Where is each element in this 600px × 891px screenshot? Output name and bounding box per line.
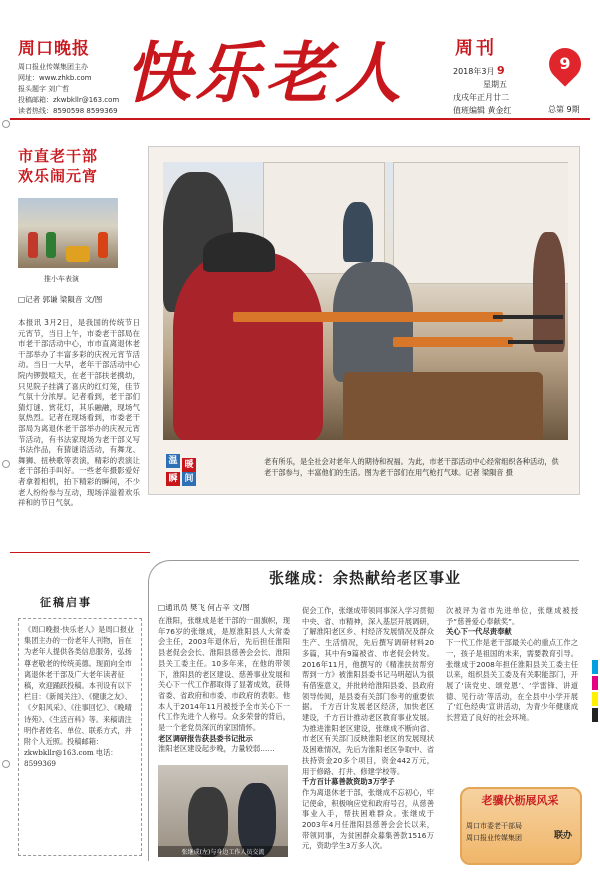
column-text: 下一代工作是老干部最关心的重点工作之一，孩子是祖国的未来，需要教育引导。张继成于2008年担任淮阳县关工委主任以来，组织县关工委及有关职能部门，开展了‘读党史、颂党恩’、‘学雷锋、讲道德、见行动’等活动，在全县中小学开展了‘红色经典’宣讲活动，为青少年健康成长营造了良好的社会环境。 bbox=[446, 638, 578, 723]
article-column-1 bbox=[158, 616, 290, 762]
registration-mark bbox=[2, 460, 10, 468]
performer-figure bbox=[98, 232, 108, 258]
masthead-divider bbox=[10, 118, 590, 120]
info-line: 周口报业传媒集团主办 bbox=[18, 63, 88, 71]
date-block bbox=[453, 64, 553, 117]
section-tag bbox=[166, 454, 198, 488]
headline-line: 欢乐闹元宵 bbox=[18, 167, 99, 185]
performer-figure bbox=[46, 232, 56, 258]
tag-char: 暖 bbox=[182, 458, 196, 472]
tag-char: 间 bbox=[182, 472, 196, 486]
column-text: 千方百计发展老区经济，加快老区建设，千方百计推动老区教育事业发展。 bbox=[302, 702, 434, 723]
column-subhead: 关心下一代尽责奉献 bbox=[446, 627, 512, 637]
shooter-figure bbox=[173, 252, 323, 440]
info-line: 网址：www.zhkb.com bbox=[18, 74, 92, 82]
banner-joint-label: 联办 bbox=[554, 831, 573, 841]
performer-figure bbox=[28, 232, 38, 258]
column-text: 在淮阳，张继成是老干部的一面旗帜，现年76岁的张继成，是原淮阳县人大常委会主任，2003年退休后，先后担任淮阳县老促会会长、淮阳县慈善会会长、淮阳县关工委主任。10多年来，在他的带领下，淮阳县的老区建设、慈善事业发展和关心下一代工作都取得了显著成效，获得省委、省政府和市委、市政府的表彰。他本人于2014年11月被授予全市关心下一代工作先进个人称号。众多荣誉的背后，是一个老党员深沉的家国情怀。 bbox=[158, 616, 290, 733]
column-text: 淮阳老区建设起步晚，力量较弱…… bbox=[158, 744, 275, 754]
article-column-2 bbox=[302, 606, 434, 858]
weekday: 星期五 bbox=[483, 80, 507, 89]
cart-prop bbox=[66, 246, 90, 262]
portrait-caption: 张继成(左)与身边工作人员交流 bbox=[158, 846, 288, 857]
newspaper-logo: 周口晚报 bbox=[18, 39, 90, 59]
weekly-label: 周刊 bbox=[455, 38, 497, 59]
banner-title: 老骥伏枥展风采 bbox=[481, 794, 559, 807]
page-number: 9 bbox=[559, 54, 571, 73]
notice-heading: 征稿启事 bbox=[40, 596, 92, 609]
notice-body: 《周口晚报·快乐老人》是周口报业集团主办的一份老年人刊物，旨在为老年人提供各类信息服务，弘扬尊老敬老的传统美德。现面向全市离退休老干部及广大老年读者征稿，欢迎踊跃投稿。本刊设有以下栏目：《新闻关注》、《健康之友》、《夕阳风采》、《往事回忆》、《晚晴诗苑》、《生活百科》等。来稿请注明作者姓名、单位、联系方式，并附个人近照。投稿邮箱：zkwbkllr@163.com 电话：8599369 bbox=[24, 625, 135, 769]
portrait-photo bbox=[158, 765, 288, 857]
info-line: 报头题字 刘广哲 bbox=[18, 85, 70, 93]
registration-mark bbox=[2, 760, 10, 768]
color-bar bbox=[592, 692, 598, 706]
column-subhead: 老区调研报告获县委书记批示 bbox=[158, 733, 253, 743]
lunar-date: 戊戌年正月廿二 bbox=[453, 93, 509, 102]
organizer-line: 周口市委老干部局 bbox=[466, 822, 522, 830]
masthead-info bbox=[18, 62, 138, 117]
shooting-photo bbox=[163, 162, 568, 440]
rifle-barrel bbox=[508, 340, 563, 344]
photo-caption: 老有所乐，是全社会对老年人的期待和祝福。为此，市老干部活动中心经常组织各种活动，供老干部参与，丰富他们的生活。图为老干部们在用气枪打气球。记者 梁隕音 摄 bbox=[264, 457, 559, 477]
column-divider bbox=[10, 552, 150, 553]
feature-headline: 张继成：余热献给老区事业 bbox=[268, 569, 461, 587]
page-number-badge bbox=[542, 41, 587, 86]
story-body: 本报讯 3月2日，是我国的传统节日元宵节，当日上午，市委老干部局在市老干部活动中心，市市直离退休老干部举办了丰富多彩的庆祝元宵节活动。当日一大早，老年干部活动中心院内锣鼓喧天，在老干部扶老携幼，只见院子挂满了喜庆的红灯笼，佳节气氛十分浓厚。记者看到，老干部们猜灯谜、赏花灯，其乐融融，现场气氛热烈。记者在现场看到，市委老干部局为离退休老干部举办的庆祝元宵节活动，有书法家现场为老干部义写书法作品，有猜谜语活动，有舞龙、舞狮、扭秧歌等表演，精彩的表演让老干部拍手叫好。一些老年摄影爱好者拿着相机，拍下精彩的瞬间，不少老人纷纷参与互动，现场洋溢着欢乐祥和的节日气氛。 bbox=[18, 318, 140, 508]
organizer-line: 周口报业传媒集团 bbox=[466, 834, 522, 842]
air-rifle bbox=[233, 312, 503, 322]
info-line: 读者热线：8590598 8599369 bbox=[18, 107, 118, 115]
info-line: 投稿邮箱：zkwbkllr@163.com bbox=[18, 96, 120, 104]
story-headline bbox=[18, 146, 140, 186]
column-text: 促会工作，张继成带领同事深入学习贯彻中央、省、市精神，深入基层开展调研，了解淮阳老区乡、村经济发展情况及群众生产、生活情况，先后撰写调研材料20多篇，其中有9篇被省、市老促会转发。2016年11月，他撰写的《精准扶贫帮穷帮到一方》被淮阳县委书记马明超认为很有借鉴意义，并批转给淮阳县委、县政府领导传阅，是县委有关部门参考的重要依据。 bbox=[302, 606, 434, 712]
total-issue: 总第 9期 bbox=[548, 105, 580, 114]
column-text: 作为离退休老干部，张继成不忘初心，牢记使命，积极响应党和政府号召，从慈善事业入手，帮扶困难群众。张继成于2003年4月任淮阳县慈善会会长以来，带领同事，为贫困群众募集善款1516万元，资助学生3万多人次。 bbox=[302, 787, 434, 851]
feature-byline: □通讯员 樊飞 何占辛 文/图 bbox=[158, 603, 250, 612]
tag-char: 温 bbox=[166, 454, 180, 468]
headline-line: 市直老干部 bbox=[18, 147, 99, 165]
column-text: 次被评为省市先进单位，张继成被授予“慈善爱心奉献奖”。 bbox=[446, 606, 578, 626]
story-byline: □记者 郭谦 梁隕音 文/图 bbox=[18, 295, 103, 304]
shooter-figure bbox=[333, 262, 413, 382]
registration-mark bbox=[2, 120, 10, 128]
photographer-figure bbox=[533, 232, 565, 352]
color-bar bbox=[592, 676, 598, 690]
column-text: 为推进淮阳老区建设，张继成不断向省、市老区有关部门反映淮阳老区的发展现状及困难情况，先后为淮阳老区争取中、省扶持资金20多个项目，资金442万元，用于修路、打井、修建学校等。 bbox=[302, 723, 434, 776]
story-photo bbox=[18, 198, 118, 268]
photo-caption: 推小车表演 bbox=[44, 275, 79, 283]
air-rifle bbox=[393, 337, 513, 347]
table bbox=[343, 372, 543, 440]
color-bar bbox=[592, 660, 598, 674]
date-number: 9 bbox=[497, 64, 505, 77]
rifle-barrel bbox=[493, 315, 563, 319]
article-column-3 bbox=[446, 606, 578, 782]
tag-char: 瞬 bbox=[166, 472, 180, 486]
column-subhead: 千方百计募善款资助3万学子 bbox=[302, 777, 395, 787]
editor-credit: 值班编辑 黄金红 bbox=[453, 106, 512, 115]
section-title: 快乐老人 bbox=[125, 34, 405, 112]
date-line: 2018年3月 bbox=[453, 67, 495, 76]
bystander-figure bbox=[343, 202, 373, 262]
cap bbox=[203, 232, 275, 272]
color-bar bbox=[592, 708, 598, 722]
